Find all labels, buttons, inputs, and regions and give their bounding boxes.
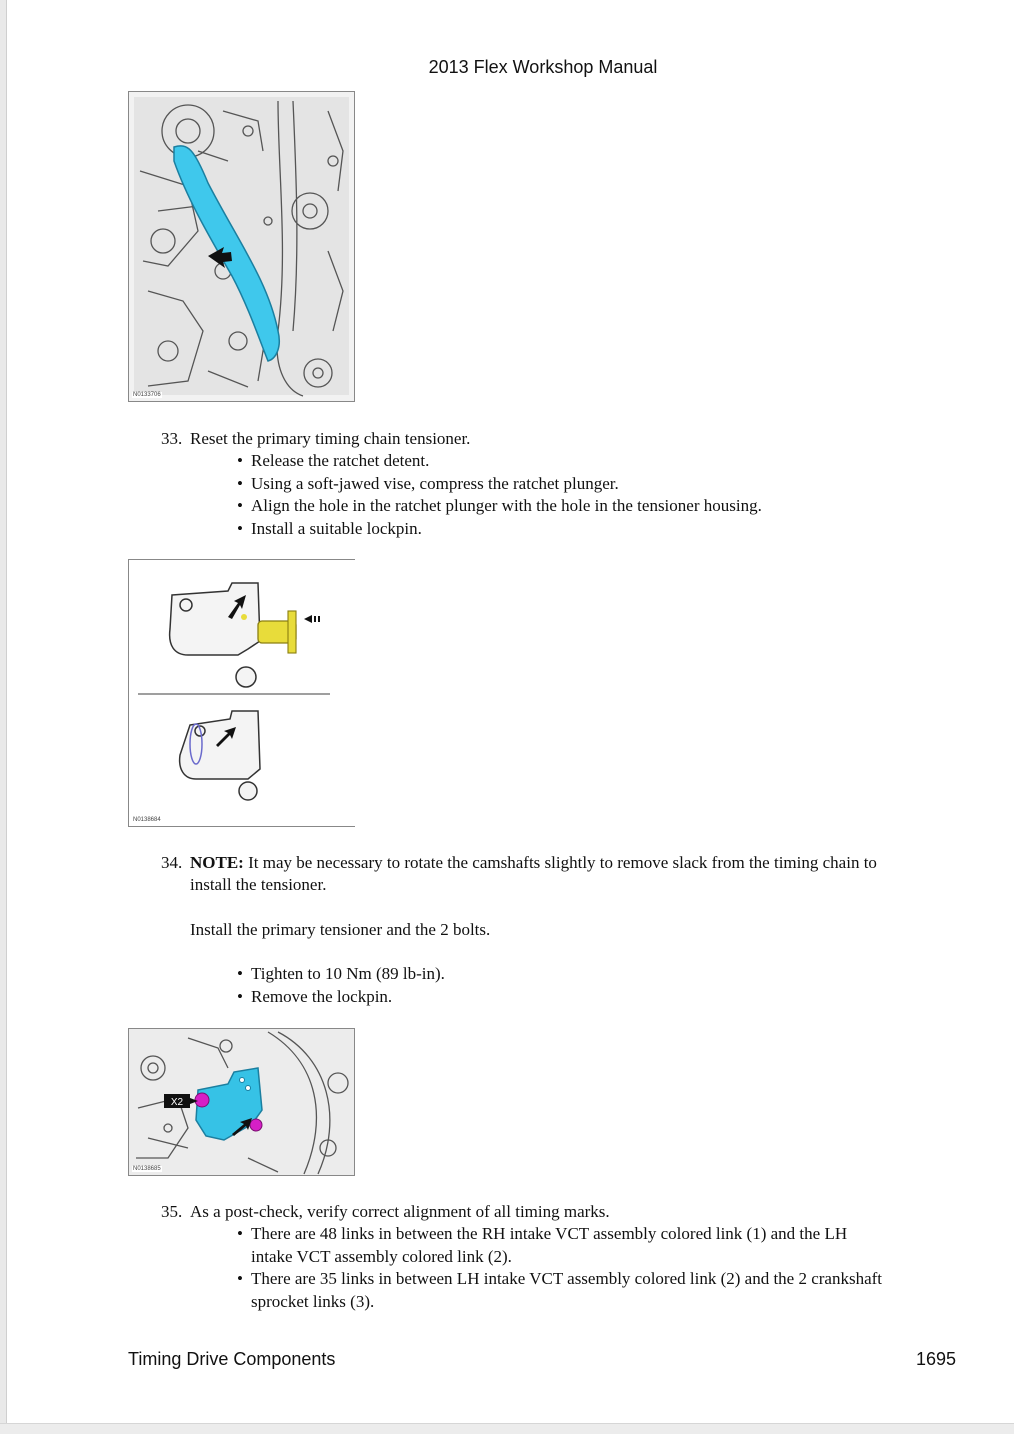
bullet-item: • Remove the lockpin.: [237, 986, 445, 1009]
bullet-item: • Install a suitable lockpin.: [237, 518, 762, 541]
footer-section: Timing Drive Components: [128, 1349, 336, 1369]
bullet-item: • Align the hole in the ratchet plunger with the hole in the tensioner housing.: [237, 495, 762, 518]
step-34-bullets: [237, 963, 445, 1008]
tensioner-install-illustration: [128, 1028, 355, 1176]
figure-chain-guide: [128, 91, 355, 402]
arrow-icon: [304, 615, 312, 623]
bullet-item: • Using a soft-jawed vise, compress the ratchet plunger.: [237, 473, 762, 496]
page-left-edge: [0, 0, 7, 1434]
figure-id: N0133706: [133, 392, 161, 398]
bullet-line: intake VCT assembly colored link (2).: [251, 1246, 512, 1266]
tensioner-reset-illustration: [128, 559, 355, 827]
step-text: Reset the primary timing chain tensioner.: [190, 429, 471, 448]
figure-id: N0138685: [133, 1166, 161, 1172]
bolt-icon: [250, 1119, 262, 1131]
bullet-line: There are 35 links in between LH intake VCT assembly colored link (2) and the 2 crankshaft: [251, 1269, 883, 1288]
chain-guide-illustration: [128, 91, 355, 402]
step-33-bullets: [237, 450, 762, 540]
bullet-item: • Release the ratchet detent.: [237, 450, 762, 473]
note-continuation: install the tensioner.: [190, 875, 327, 894]
figure-id: N0138684: [133, 817, 161, 823]
bullet-line: There are 48 links in between the RH intake VCT assembly colored link (1) and the LH: [251, 1224, 848, 1243]
callout-label: X2: [170, 1097, 184, 1108]
step-33: [161, 428, 470, 450]
step-35: [161, 1201, 610, 1223]
bullet-item: [237, 1268, 882, 1313]
step-number: 35.: [161, 1202, 183, 1221]
figure-tensioner-install: [128, 1028, 355, 1176]
step-34-instruction: Install the primary tensioner and the 2 bolts.: [190, 920, 491, 939]
step-number: 33.: [161, 429, 183, 448]
page-bottom-edge: [0, 1423, 1014, 1434]
bullet-item: • Tighten to 10 Nm (89 lb-in).: [237, 963, 445, 986]
figure-tensioner-reset: [128, 559, 355, 827]
step-35-bullets: [237, 1223, 882, 1313]
footer-page-number: 1695: [916, 1349, 957, 1369]
bolt-icon: [195, 1093, 209, 1107]
note-label: NOTE:: [190, 853, 244, 872]
bullet-item: [237, 1223, 882, 1268]
bullet-line: sprocket links (3).: [251, 1291, 375, 1311]
step-34: [161, 852, 877, 874]
note-text: It may be necessary to rotate the camshafts slightly to remove slack from the timing chain to: [243, 853, 877, 872]
step-number: 34.: [161, 853, 183, 872]
step-text: As a post-check, verify correct alignment of all timing marks.: [190, 1202, 610, 1221]
page-header-title: 2013 Flex Workshop Manual: [428, 57, 658, 77]
